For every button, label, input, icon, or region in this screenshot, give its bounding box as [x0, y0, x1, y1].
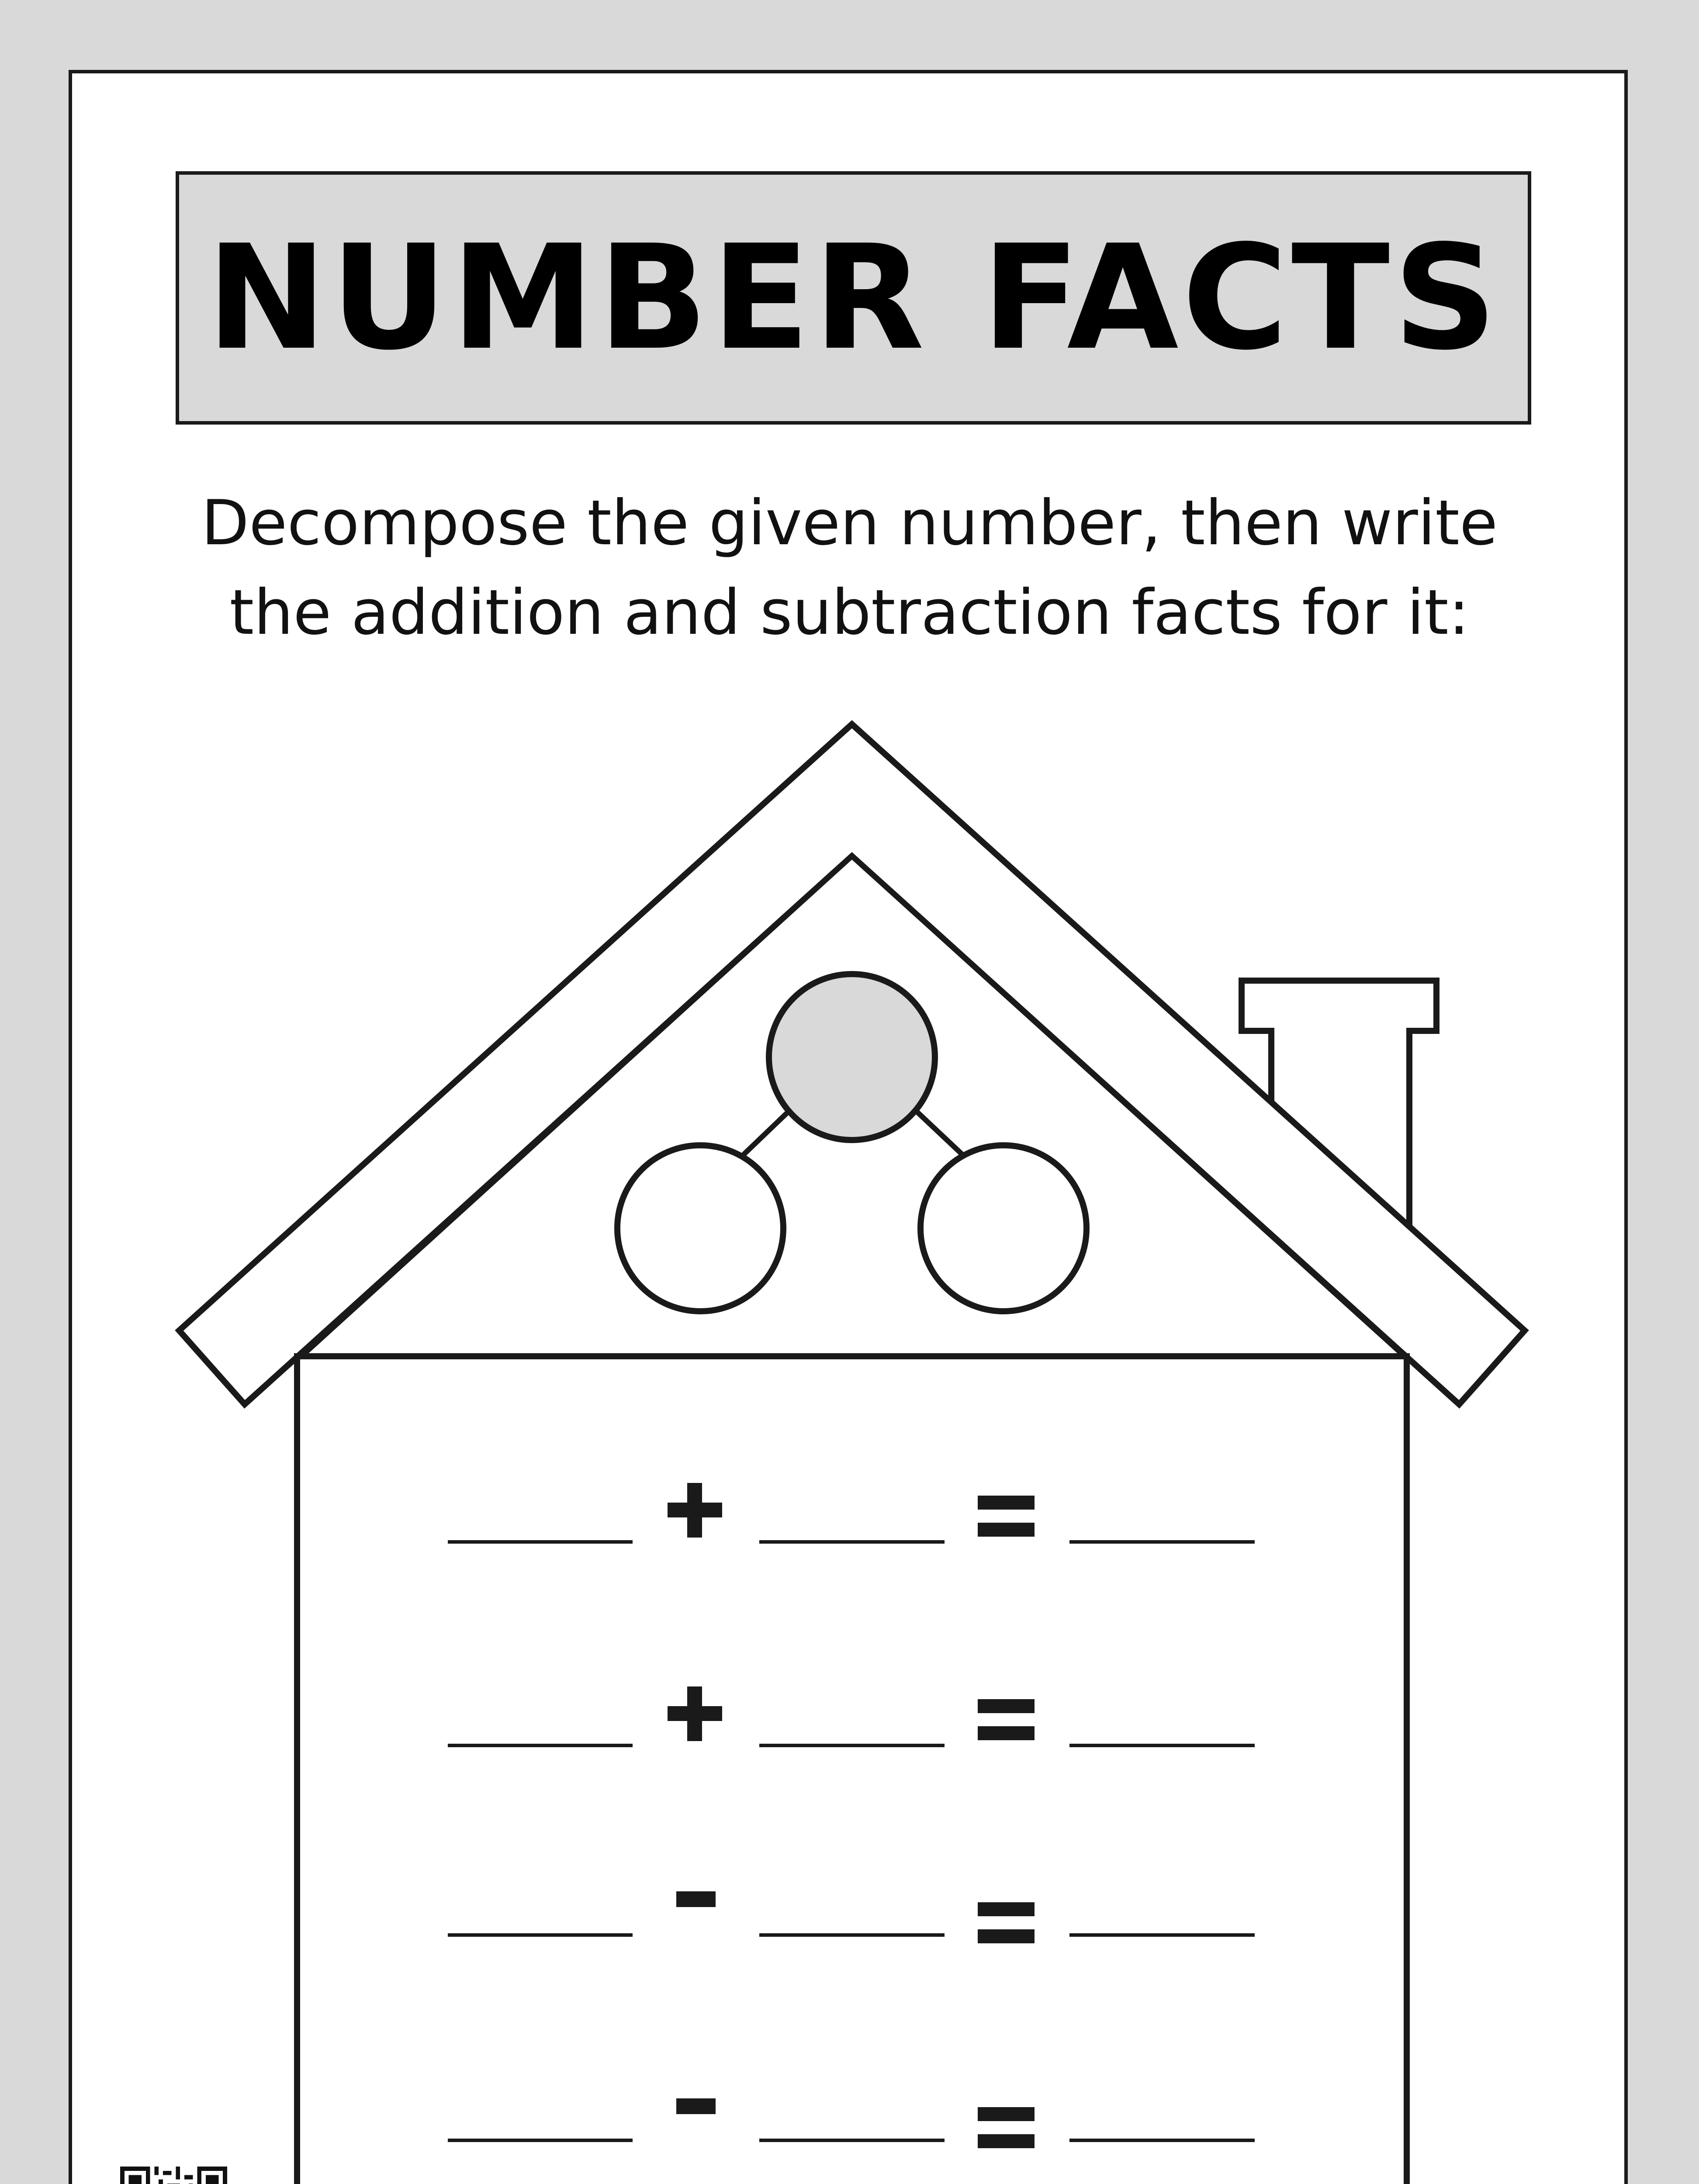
instructions-line-1: Decompose the given number, then write: [201, 487, 1498, 559]
qr-code-icon: [120, 2167, 227, 2184]
minus-sign: [676, 2098, 716, 2114]
equals-sign-bottom: [978, 1523, 1035, 1537]
equals-sign-top: [978, 2107, 1035, 2121]
equals-sign-bottom: [978, 2134, 1035, 2148]
page-title: NUMBER FACTS: [206, 214, 1501, 382]
equals-sign-top: [978, 1496, 1035, 1510]
bond-part-left-circle[interactable]: [617, 1145, 783, 1311]
plus-sign-v: [687, 1686, 702, 1741]
minus-sign: [676, 1891, 716, 1907]
instructions-line-2: the addition and subtraction facts for it:: [229, 577, 1470, 649]
house-body: [297, 1356, 1407, 2184]
equals-sign-bottom: [978, 1726, 1035, 1740]
equals-sign-bottom: [978, 1929, 1035, 1943]
equals-sign-top: [978, 1699, 1035, 1713]
equals-sign-top: [978, 1902, 1035, 1916]
bond-whole-circle[interactable]: [769, 974, 935, 1140]
plus-sign-v: [687, 1483, 702, 1538]
bond-part-right-circle[interactable]: [920, 1145, 1087, 1311]
